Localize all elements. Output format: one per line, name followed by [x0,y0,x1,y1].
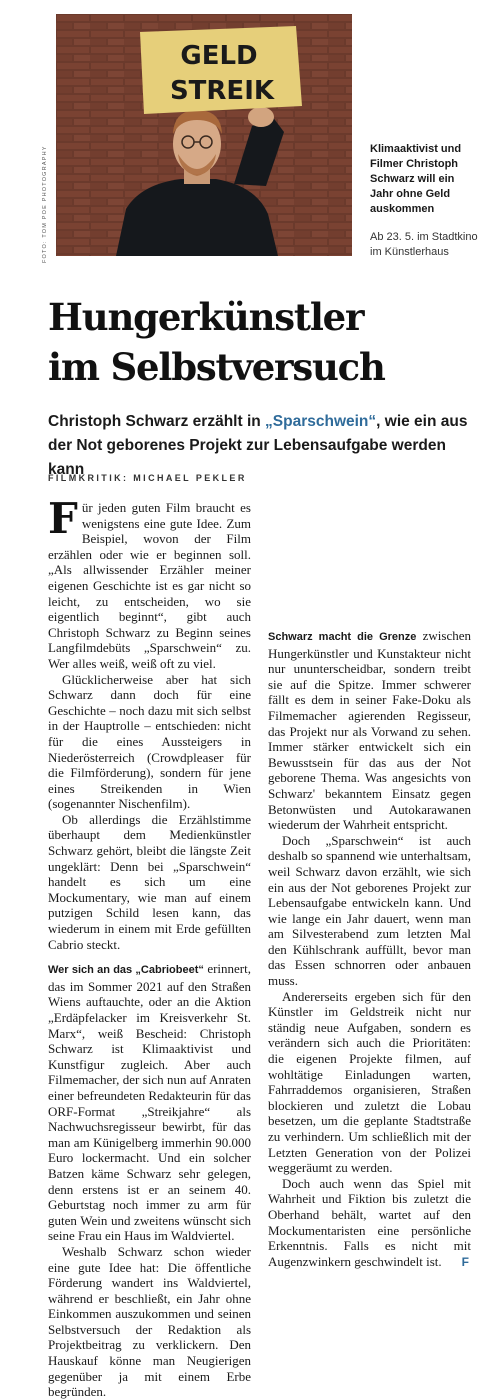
headline [48,292,468,392]
paragraph: Doch „Sparschwein“ ist auch deshalb so spannend wie unterhaltsam, weil Schwarz davon erzählt, wie sich ein aus der Not geborenes Projekt zur Lebensaufgabe entwickeln kann. Und wie lange ein Jahr dauert, wenn man am Silvesterabend zum letzten Mal den Kühlschrank auffüllt, bevor man das Essen schnorren oder anbauen muss. [268,832,471,989]
sign-line-2: STREIK [169,76,275,106]
paragraph: Für jeden guten Film braucht es wenigstens eine gute Idee. Zum Beispiel, wovon der Film erzählen oder wie er beginnen soll. „Als allwissender Erzähler meiner eigenen Geschichte ist es gar nicht so leicht, zu entscheiden, wo sie eigentlich beginnt“, gibt auch Christoph Schwarz zu Beginn seines Langfilmdebüts „Sparschwein“ zu. Wer alles weiß, weiß oft zu viel. [48,494,251,671]
subhead-pre: Christoph Schwarz erzählt in [48,413,266,430]
photo-credit: FOTO: TOM POE PHOTOGRAPHY [42,145,48,263]
paragraph: Andererseits ergeben sich für den Künstler im Geldstreik nicht nur ständig neue Aufgaben, sondern es verändern sich auch die Prioritäten: die eigenen Projekte filmen, auf wohltätige Einladungen warten, Fahrraddemos organisieren, Straßen blockieren und zuletzt die Lobau besetzen, um die geplante Stadtstraße zu verhindern. Um schließlich mit der Letzten Generation von der Polizei weggeräumt zu werden. [268,988,471,1176]
paragraph: Schwarz macht die Grenze zwischen Hungerkünstler und Kunstakteur nicht nur ununterscheidbar, sondern treibt sie auf die Spitze. Immer schwerer fällt es dem in seiner Fake-Doku als Filmemacher agierenden Regisseur, das Projekt nur als Vorwand zu sehen. Immer stärker entwickelt sich ein Bewusstsein für das aus der Not geborene Thema. Was angesichts von Schwarz' bekanntem Einsatz gegen Betonwüsten und Autokarawanen wiederum der Wahrheit entspricht. [268,628,471,833]
end-mark-icon: F [461,1254,469,1269]
subhead-film-title: „Sparschwein“ [265,413,377,430]
paragraph-lead: Wer sich an das „Cabriobeet“ [48,964,204,977]
photo-caption-date: Ab 23. 5. im Stadtkino im Künstlerhaus [370,231,478,258]
sign-line-1: GELD [180,41,258,71]
article-photo [56,14,352,256]
article-column-1 [48,494,251,1400]
drop-cap: F [48,494,78,543]
photo-illustration [56,14,352,256]
headline-line-1: Hungerkünstler [48,295,364,339]
subheadline [48,410,478,482]
paragraph-lead: Schwarz macht die Grenze [268,631,417,643]
paragraph: Ob allerdings die Erzählstimme überhaupt dem Medienkünstler Schwarz gehört, bleibt die längste Zeit ungeklärt: Denn bei „Sparschwein“ handelt es sich um eine Mockumentary, wie man auf einem putzigen Schild lesen kann, das wiederum in einem mit Erde gefüllten Cabrio steckt. [48,811,251,952]
byline: FILMKRITIK: MICHAEL PEKLER [48,473,247,483]
paragraph: Doch auch wenn das Spiel mit Wahrheit und Fiktion bis zuletzt die Oberhand behält, wartet auf den Mockumentaristen eine persönliche Erkenntnis. Falls es nicht mit Augenzwinkern geschwindelt ist. F [268,1175,471,1269]
paragraph: Glücklicherweise aber hat sich Schwarz dann doch für eine Geschichte – noch dazu mit sich selbst in der Hauptrolle – entschieden: nicht für die eines Aussteigers in Niederösterreich (Crowdpleaser für die Filmförderung), sondern für jene eines Streikenden in Wien (sogenannter Nischenfilm). [48,671,251,812]
paragraph: Weshalb Schwarz schon wieder eine gute Idee hat: Die öffentliche Förderung wandert ins Waldviertel, während er beschließt, ein Jahr ohne Einkommen auszukommen und seinen Selbstversuch der Redaktion als Projektbeitrag zu verklickern. Den Hauskauf könne man Neugierigen gegenüber ja mit einem Erbe begründen. [48,1243,251,1400]
photo-caption-bold: Klimaaktivist und Filmer Christoph Schwarz will ein Jahr ohne Geld auskommen [370,143,462,215]
headline-line-2: im Selbstversuch [48,345,385,389]
article-column-2 [268,500,471,1270]
subhead-post: , wie ein aus der Not geborenes Projekt zur Lebensaufgabe werden kann [48,413,468,478]
paragraph: Wer sich an das „Cabriobeet“ erinnert, das im Sommer 2021 auf den Straßen Wiens auftauchte, oder an die Aktion „Erdäpfelacker im Kreisverkehr St. Marx“, weiß Bescheid: Christoph Schwarz ist Klimaaktivist und Kunstfigur zugleich. Aber auch Filmemacher, der sich nun auf Anraten einer befreundeten Redakteurin für das ORF-Format „Streikjahre“ als Nachwuchsregisseur bewirbt, für das man am Künigelberg immerhin 90.000 Euro lockermacht. Und ein solcher Batzen käme Schwarz sehr gelegen, denn erstens ist er an seinem 40. Geburtstag noch immer zu arm für guten Wein und zweitens wünscht sich seine Frau ein Haus im Waldviertel. [48,961,251,1244]
